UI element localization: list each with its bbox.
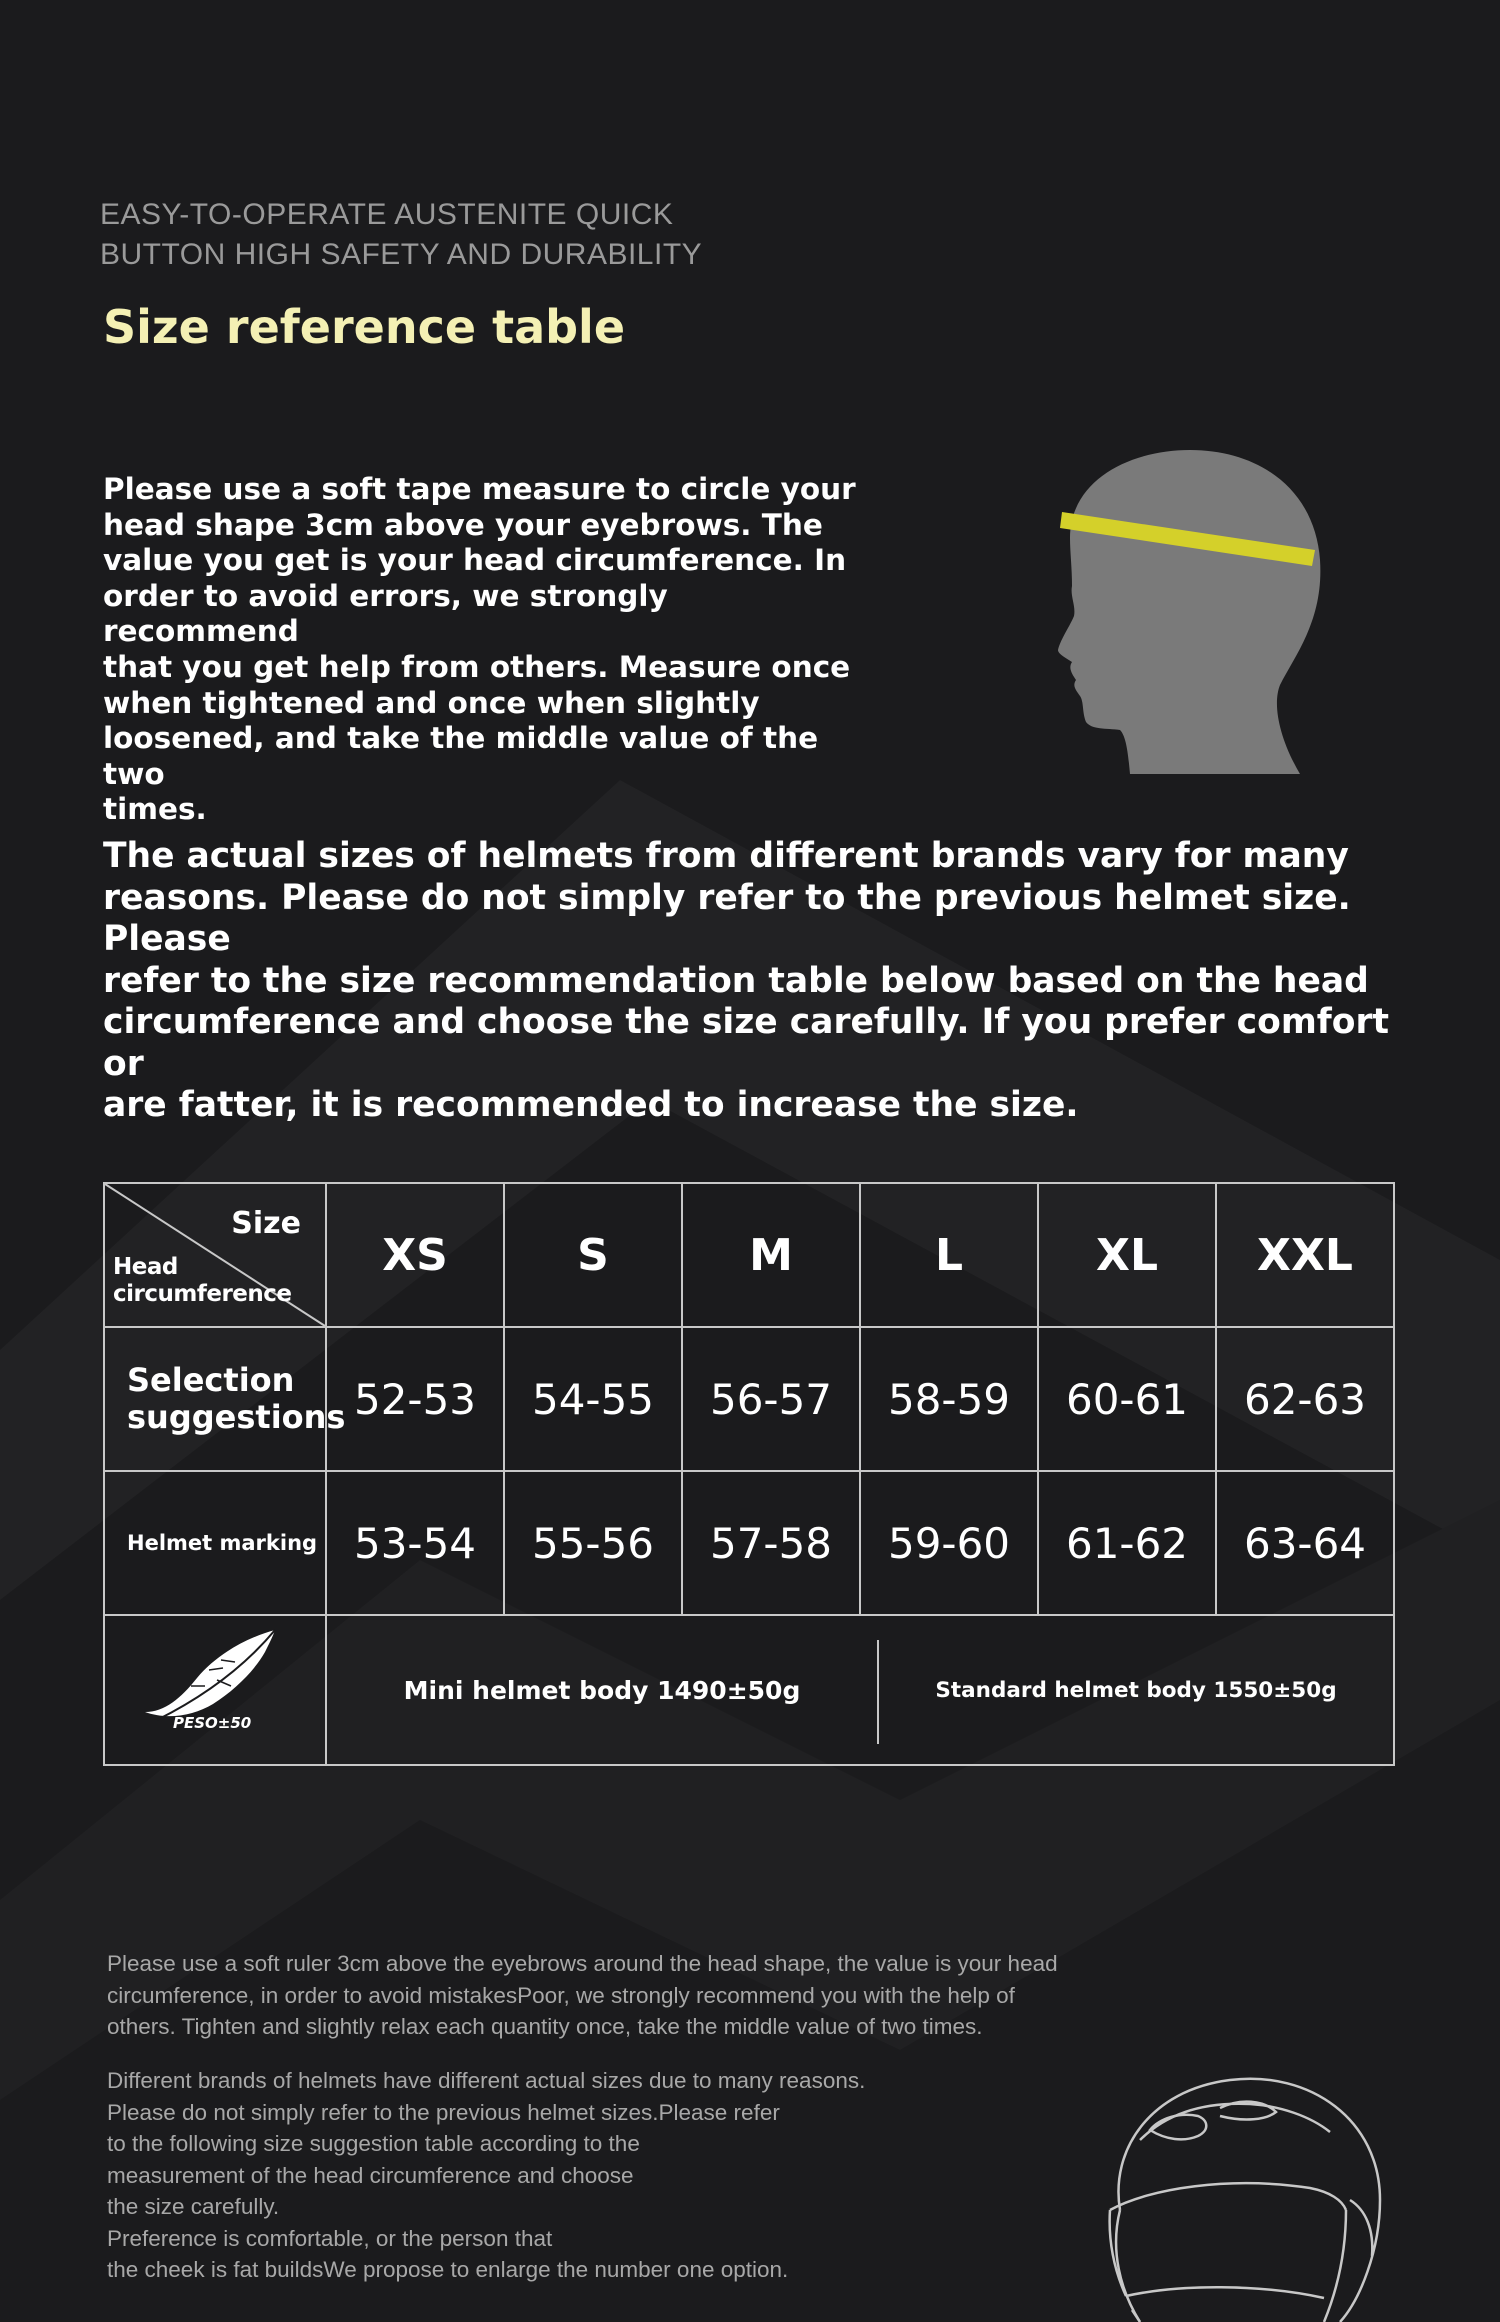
footer-line: Please do not simply refer to the previous helmet sizes.Please refer	[107, 2099, 780, 2125]
intro-line: value you get is your head circumference. In	[103, 543, 847, 578]
footer-line: the size carefully.	[107, 2194, 280, 2219]
footer-line: measurement of the head circumference and choose	[107, 2162, 634, 2188]
corner-head-label	[113, 1254, 292, 1308]
marking-value: 63-64	[1217, 1472, 1393, 1616]
selection-value: 58-59	[861, 1328, 1039, 1472]
brand-note-line: circumference and choose the size carefully. If you prefer comfort or	[103, 1002, 1390, 1084]
footer-paragraph-1	[107, 1948, 1207, 2043]
mini-weight-label: Mini helmet body 1490±50g	[403, 1675, 801, 1705]
selection-value: 60-61	[1039, 1328, 1217, 1472]
head-silhouette	[1058, 450, 1320, 774]
footer-line: Different brands of helmets have different actual sizes due to many reasons.	[107, 2068, 866, 2093]
selection-label-line: Selection	[127, 1361, 295, 1399]
size-header-s: S	[505, 1184, 683, 1328]
head-measure-icon	[1010, 440, 1330, 780]
intro-line: times.	[103, 792, 207, 827]
selection-value: 52-53	[327, 1328, 505, 1472]
marking-row-label: Helmet marking	[105, 1472, 327, 1616]
brand-note-line: reasons. Please do not simply refer to the previous helmet size. Please	[103, 877, 1351, 959]
size-header-xs: XS	[327, 1184, 505, 1328]
size-header-xxl: XXL	[1217, 1184, 1393, 1328]
helmet-outline-icon	[1080, 2060, 1400, 2322]
brand-note-line: are fatter, it is recommended to increase the size.	[103, 1085, 1079, 1125]
marking-value: 59-60	[861, 1472, 1039, 1616]
footer-line: circumference, in order to avoid mistakesPoor, we strongly recommend you with the help of	[107, 1982, 1015, 2008]
selection-value: 62-63	[1217, 1328, 1393, 1472]
intro-line: order to avoid errors, we strongly recommend	[103, 578, 668, 649]
footer-line: others. Tighten and slightly relax each quantity once, take the middle value of two times.	[107, 2014, 983, 2039]
size-header-m: M	[683, 1184, 861, 1328]
intro-line: when tightened and once when slightly	[103, 685, 760, 720]
intro-line: Please use a soft tape measure to circle your	[103, 472, 856, 506]
footer-line: Preference is comfortable, or the person that	[107, 2225, 553, 2251]
intro-line: loosened, and take the middle value of the two	[103, 721, 819, 791]
footer-line: to the following size suggestion table according to the	[107, 2131, 640, 2156]
intro-line: head shape 3cm above your eyebrows. The	[103, 507, 823, 542]
marking-value: 53-54	[327, 1472, 505, 1616]
size-header-xl: XL	[1039, 1184, 1217, 1328]
size-header-l: L	[861, 1184, 1039, 1328]
feather-weight-cell	[105, 1616, 327, 1764]
section-title: Size reference table	[103, 300, 626, 354]
peso-label: PESO±50	[173, 1714, 252, 1732]
header-line-2: BUTTON HIGH SAFETY AND DURABILITY	[100, 238, 703, 271]
selection-value: 56-57	[683, 1328, 861, 1472]
intro-paragraph	[103, 472, 863, 828]
size-table	[103, 1182, 1395, 1766]
corner-size-label: Size	[231, 1206, 301, 1241]
header-line-1: EASY-TO-OPERATE AUSTENITE QUICK	[100, 198, 674, 231]
marking-value: 61-62	[1039, 1472, 1217, 1616]
feather-icon	[105, 1616, 327, 1764]
brand-note-line: The actual sizes of helmets from different brands vary for many	[103, 836, 1349, 876]
selection-row-label	[105, 1328, 346, 1472]
brand-size-note	[103, 836, 1423, 1127]
standard-weight-label: Standard helmet body 1550±50g	[935, 1677, 1337, 1703]
brand-note-line: refer to the size recommendation table below based on the head	[103, 960, 1369, 1001]
selection-label-line: suggestions	[127, 1398, 346, 1436]
intro-line: that you get help from others. Measure once	[103, 649, 851, 684]
footer-line: Please use a soft ruler 3cm above the eyebrows around the head shape, the value is your head	[107, 1951, 1058, 1976]
marking-value: 57-58	[683, 1472, 861, 1616]
footer-paragraph-2	[107, 2065, 1007, 2286]
table-corner-cell	[105, 1184, 327, 1328]
corner-head-line: Head	[113, 1254, 178, 1280]
corner-head-line: circumference	[113, 1281, 292, 1307]
marking-value: 55-56	[505, 1472, 683, 1616]
footer-line: the cheek is fat buildsWe propose to enlarge the number one option.	[107, 2257, 789, 2282]
selection-value: 54-55	[505, 1328, 683, 1472]
